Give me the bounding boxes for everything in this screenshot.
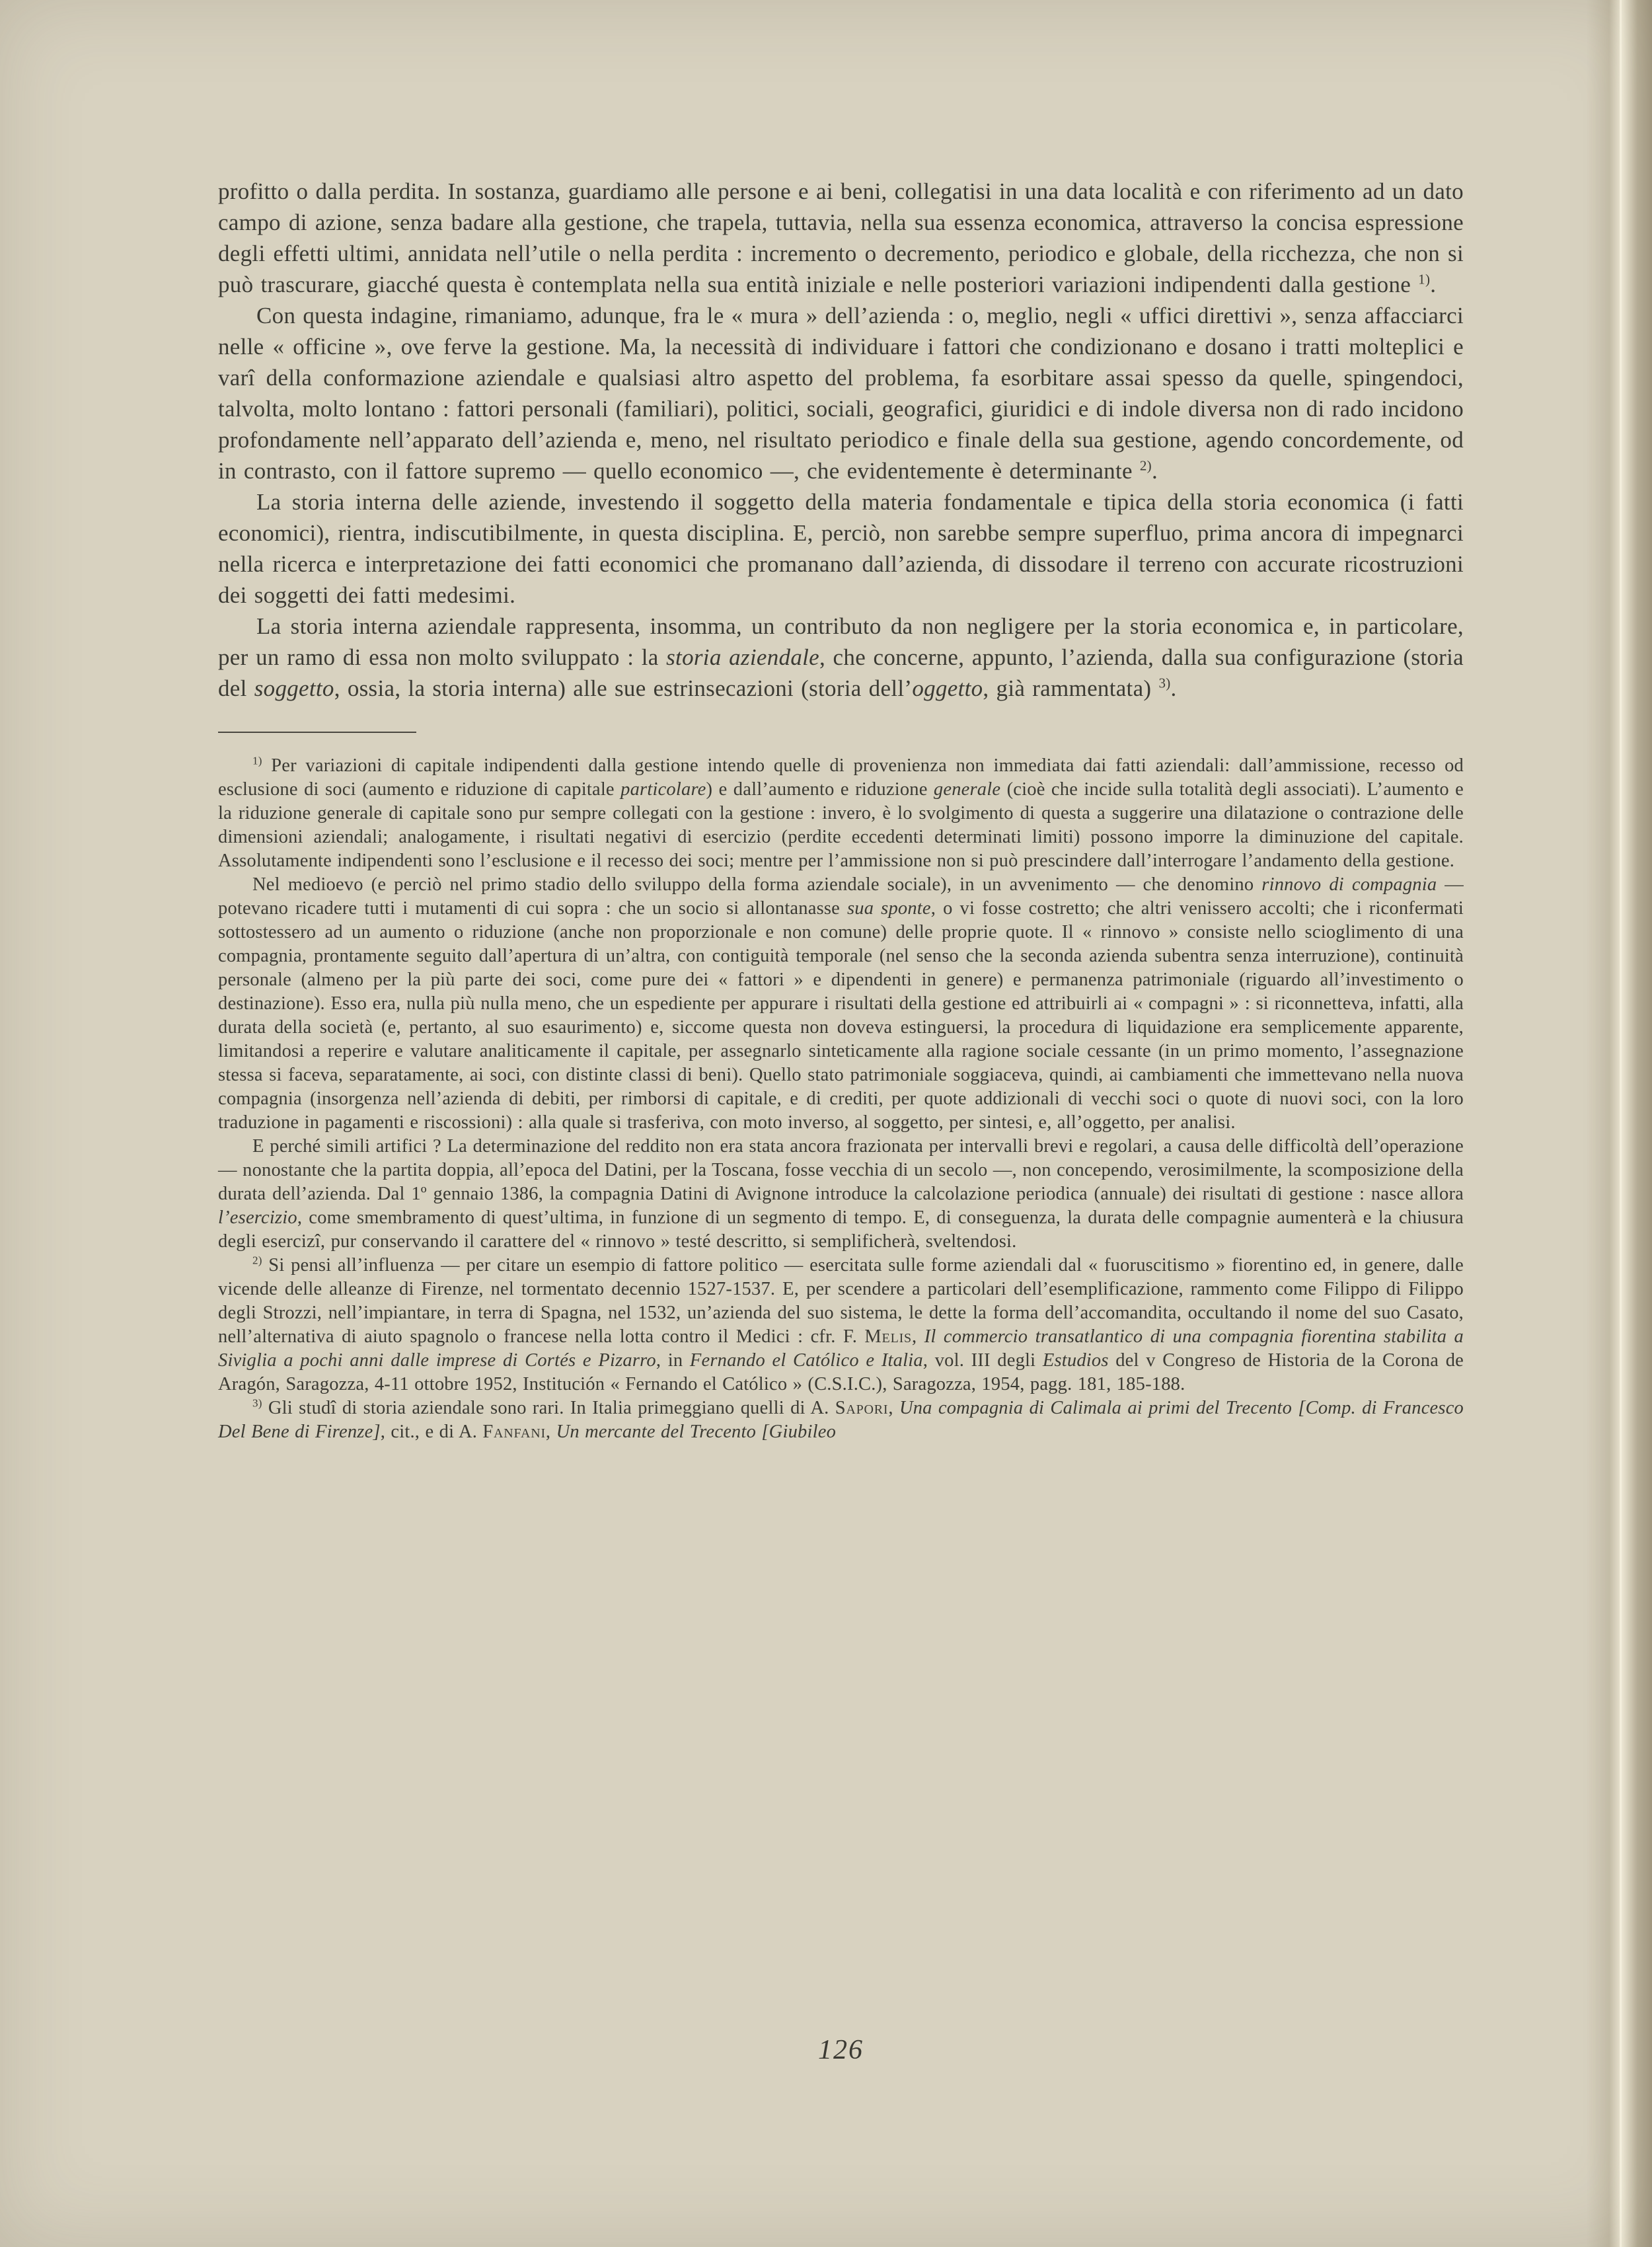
body-paragraph-2: Con questa indagine, rimaniamo, adunque, fra le « mura » dell’azienda : o, meglio, negli « uffici direttivi », senza affacciarci nelle « officine », ove ferve la gestione. Ma, la necessità di individuare i fattori che condizionano e dosano i tratti molteplici e varî della conformazione aziendale e qualsiasi altro aspetto del problema, fa esorbitare assai spesso da quelle, spingendoci, talvolta, molto lontano : fattori personali (familiari), politici, sociali, geografici, giuridici e di indole diversa non di rado incidono profondamente nell’apparato dell’azienda e, meno, nel risultato periodico e finale della sua gestione, agendo concordemente, od in contrasto, con il fattore supremo — quello economico —, che evidentemente è determinante $^{2)}$. [218, 303, 1464, 484]
footnote-1-paragraph-2: Nel medioevo (e perciò nel primo stadio dello sviluppo della forma aziendale sociale), in un avvenimento — che denomino rinnovo di compagnia — potevano ricadere tutti i mutamenti di cui sopra : che un socio si allontanasse sua sponte, o vi fosse costretto; che altri venissero accolti; che i riconfermati sottostessero ad un aumento o riduzione (anche non proporzionale e non comune) delle proprie quote. Il « rinnovo » consiste nello scioglimento di una compagnia, prontamente seguito dall’apertura di un’altra, con contiguità temporale (nel senso che la seconda azienda subentra senza interruzione), continuità personale (almeno per la più parte dei soci, come pure dei « fattori » e dipendenti in genere) e permanenza patrimoniale (riguardo all’investimento o destinazione). Esso era, nulla più nulla meno, che un espediente per appurare i risultati della gestione ed attribuirli ai « compagni » : si riconnetteva, infatti, alla durata della società (e, pertanto, al suo esaurimento) e, siccome questa non doveva estinguersi, la procedura di liquidazione era semplicemente apparente, limitandosi a reperire e valutare analiticamente il capitale, per assegnarlo sinteticamente alla ragione sociale cessante (in un primo momento, l’assegnazione stessa si faceva, separatamente, ai soci, con distinte classi di beni). Quello stato patrimoniale soggiaceva, quindi, ai cambiamenti che immettevano nella nuova compagnia (insorgenza nell’azienda di debiti, per rimborsi di capitale, e di crediti, per quote addizionali di vecchi soci o quote di nuovi soci, con la loro traduzione in pagamenti e riscossioni) : alla quale si trasferiva, con moto inverso, al soggetto, per sintesi, e, all’oggetto, per analisi. [218, 874, 1464, 1133]
footnote-1-paragraph-1: $^{1)}$ Per variazioni di capitale indipendenti dalla gestione intendo quelle di provenienza non immediata dai fatti aziendali: dall’ammissione, recesso od esclusione di soci (aumento e riduzione di capitale particolare) e dall’aumento e riduzione generale (cioè che incide sulla totalità degli associati). L’aumento e la riduzione generale di capitale sono pur sempre collegati con la gestione : invero, è lo svolgimento di questa a suggerire una dilatazione o contrazione delle dimensioni aziendali; analogamente, i risultati negativi di esercizio (perdite eccedenti determinati limiti) possono imporre la diminuzione del capitale. Assolutamente indipendenti sono l’esclusione e il recesso dei soci; mentre per l’ammissione non si può prescindere dall’interrogare l’andamento della gestione. [218, 754, 1464, 871]
page-number: 126 [818, 2035, 864, 2065]
body-paragraph-4: La storia interna aziendale rappresenta, insomma, un contributo da non negligere per la storia economica e, in particolare, per un ramo di essa non molto sviluppato : la storia aziendale, che concerne, appunto, l’azienda, dalla sua configurazione (storia del soggetto, ossia, la storia interna) alle sue estrinsecazioni (storia dell’oggetto, già rammentata) $^{3)}$. [218, 613, 1464, 701]
body-paragraph-1: profitto o dalla perdita. In sostanza, guardiamo alle persone e ai beni, collegatisi in una data località e con riferimento ad un dato campo di azione, senza badare alla gestione, che trapela, tuttavia, nella sua essenza economica, attraverso la concisa espressione degli effetti ultimi, annidata nell’utile o nella perdita : incremento o decremento, periodico e globale, della ricchezza, che non si può trascurare, giacché questa è contemplata nella sua entità iniziale e nelle posteriori variazioni indipendenti dalla gestione $^{1)}$. [218, 178, 1464, 297]
footnote-2-paragraph: $^{2)}$ Si pensi all’influenza — per citare un esempio di fattore politico — esercitata sulle forme aziendali dal « fuoruscitismo » fiorentino ed, in genere, dalle vicende delle alleanze di Firenze, nel tormentato decennio 1527-1537. E, per scendere a particolari dell’esemplificazione, rammento come Filippo di Filippo degli Strozzi, nell’impiantare, in terra di Spagna, nel 1532, un’azienda del suo sistema, le dette la forma dell’accomandita, occultando il nome del suo Casato, nell’alternativa di aiuto spagnolo o francese nella lotta contro il Medici : cfr. F. Melis, Il commercio transatlantico di una compagnia fiorentina stabilita a Siviglia a pochi anni dalle imprese di Cortés e Pizarro, in Fernando el Católico e Italia, vol. III degli Estudios del v Congreso de Historia de la Corona de Aragón, Saragozza, 4-11 ottobre 1952, Institución « Fernando el Católico » (C.S.I.C.), Saragozza, 1954, pagg. 181, 185-188. [218, 1254, 1464, 1394]
footnote-1-paragraph-3: E perché simili artifici ? La determinazione del reddito non era stata ancora frazionata per intervalli brevi e regolari, a causa delle difficoltà dell’operazione — nonostante che la partita doppia, all’epoca del Datini, per la Toscana, fosse vecchia di un secolo —, non concependo, verosimilmente, la scomposizione della durata dell’azienda. Dal 1º gennaio 1386, la compagnia Datini di Avignone introduce la calcolazione periodica (annuale) dei risultati di gestione : nasce allora l’esercizio, come smembramento di quest’ultima, in funzione di un segmento di tempo. E, di conseguenza, la durata delle compagnie aumenterà e la chiusura degli esercizî, pur conservando il carattere del « rinnovo » testé descritto, si semplificherà, sveltendosi. [218, 1136, 1464, 1252]
footnotes-section [218, 754, 1464, 1444]
text-block [218, 176, 1464, 1444]
footnote-separator-rule [218, 732, 416, 733]
body-paragraph-3: La storia interna delle aziende, investendo il soggetto della materia fondamentale e tipica della storia economica (i fatti economici), rientra, indiscutibilmente, in questa disciplina. E, perciò, non sarebbe sempre superfluo, prima ancora di impegnarci nella ricerca e interpretazione dei fatti economici che promanano dall’azienda, di dissodare il terreno con accurate ricostruzioni dei soggetti dei fatti medesimi. [218, 489, 1464, 608]
footnote-3-paragraph: $^{3)}$ Gli studî di storia aziendale sono rari. In Italia primeggiano quelli di A. Sapori, Una compagnia di Calimala ai primi del Trecento [Comp. di Francesco Del Bene di Firenze], cit., e di A. Fanfani, Un mercante del Trecento [Giubileo [218, 1396, 1464, 1442]
page-edge-crease [1620, 0, 1622, 2247]
page-edge-shadow [1586, 0, 1652, 2247]
